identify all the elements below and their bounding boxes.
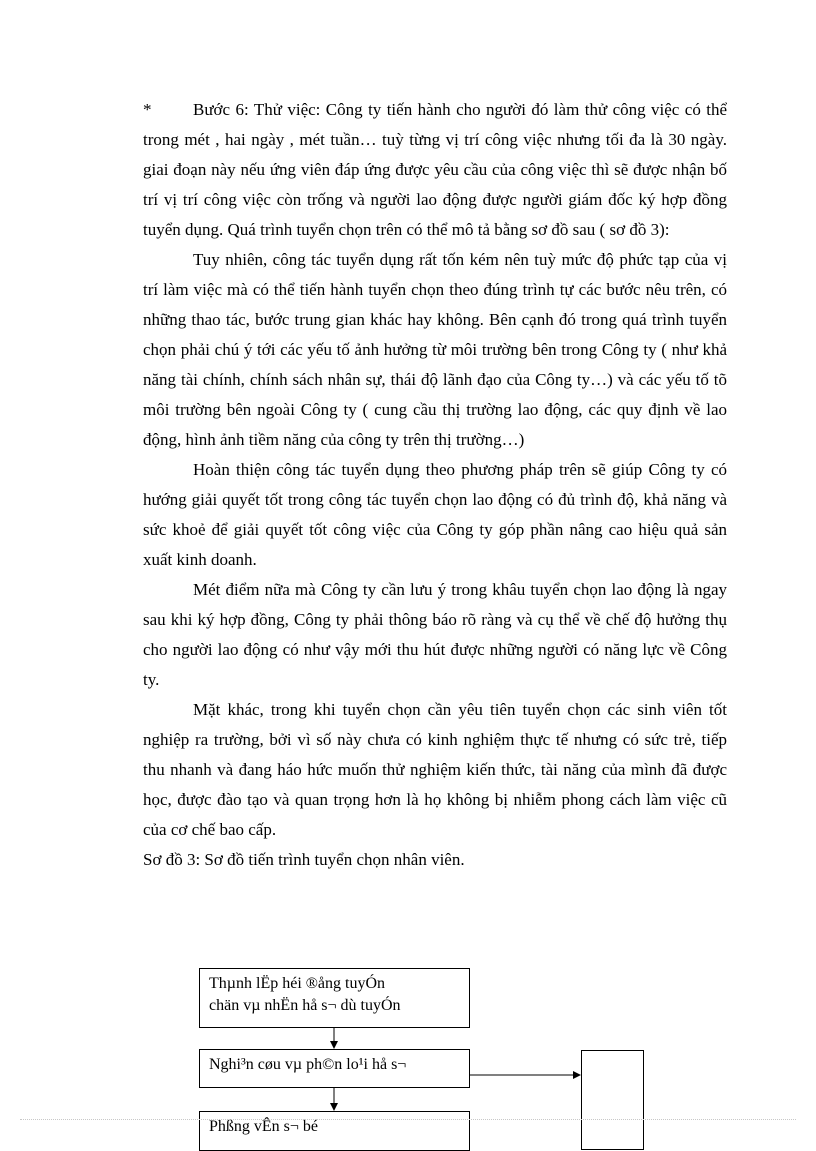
paragraph-improvement: Hoàn thiện công tác tuyển dụng theo phương pháp trên sẽ giúp Công ty có hướng giải quyết tốt trong công tác tuyển chọn lao động có đủ trình độ, khả năng và sức khoẻ để giải quyết tốt công việc của Công ty góp phần nâng cao hiệu quả sản xuất kinh doanh. (143, 460, 727, 569)
flow-box-form-council (199, 968, 470, 1028)
page-break-rule (20, 1119, 796, 1120)
bullet-marker: * (143, 100, 152, 119)
diagram-caption: Sơ đồ 3: Sơ đồ tiến trình tuyển chọn nhân viên. (143, 850, 465, 869)
paragraph-step-6 (143, 95, 727, 245)
flow-box-line: Thµnh lËp héi ®ång tuyÓn (209, 975, 386, 992)
flow-box-line: Nghi³n cøu vµ ph©n lo¹i hå s¬ (209, 1056, 407, 1073)
paragraph-cost-considerations: Tuy nhiên, công tác tuyển dụng rất tốn kém nên tuỳ mức độ phức tạp của vị trí làm việc mà có thể tiến hành tuyển chọn theo đúng trình tự các bước nêu trên, có những thao tác, bước trung gian khác hay không. Bên cạnh đó trong quá trình tuyển chọn phải chú ý tới các yếu tố ảnh hưởng từ môi trường bên trong Công ty ( như khả năng tài chính, chính sách nhân sự, thái độ lãnh đạo của Công ty…) và các yếu tố tõ môi trường bên ngoài Công ty ( cung cầu thị trường lao động, các quy định về lao động, hình ảnh tiềm năng của công ty trên thị trường…) (143, 250, 727, 449)
flow-box-review-applications (199, 1049, 470, 1088)
paragraph-graduates: Mặt khác, trong khi tuyển chọn cần yêu tiên tuyển chọn các sinh viên tốt nghiệp ra trường, bởi vì số này chưa có kinh nghiệm thực tế nhưng có sức trẻ, tiếp thu nhanh và đang háo hức muốn thử nghiệm kiến thức, tài năng của mình đã được học, được đào tạo và quan trọng hơn là họ không bị nhiễm phong cách làm việc cũ của cơ chế bao cấp. (143, 700, 727, 839)
flow-box-preliminary-interview (199, 1111, 470, 1151)
flow-box-line: Phßng vÊn s¬ bé (209, 1118, 319, 1135)
paragraph-contract-notice: Mét điểm nữa mà Công ty cần lưu ý trong khâu tuyển chọn lao động là ngay sau khi ký hợp đồng, Công ty phải thông báo rõ ràng và cụ thể về chế độ hưởng thụ cho người lao động có như vậy mới thu hút được những người có năng lực về Công ty. (143, 580, 727, 689)
document-body (143, 95, 727, 875)
paragraph-text: Bước 6: Thử việc: Công ty tiến hành cho người đó làm thử công việc có thể trong mét , hai ngày , mét tuần… tuỳ từng vị trí công việc nhưng tối đa là 30 ngày. giai đoạn này nếu ứng viên đáp ứng được yêu cầu của công việc thì sẽ được nhận bố trí vị trí công việc còn trống và người lao động được người giám đốc ký hợp đồng tuyển dụng. Quá trình tuyển chọn trên có thể mô tả bằng sơ đồ sau ( sơ đồ 3): (143, 100, 727, 239)
flow-box-line: chän vµ nhËn hå s¬ dù tuyÓn (209, 997, 401, 1014)
flow-box-reject (581, 1050, 644, 1150)
